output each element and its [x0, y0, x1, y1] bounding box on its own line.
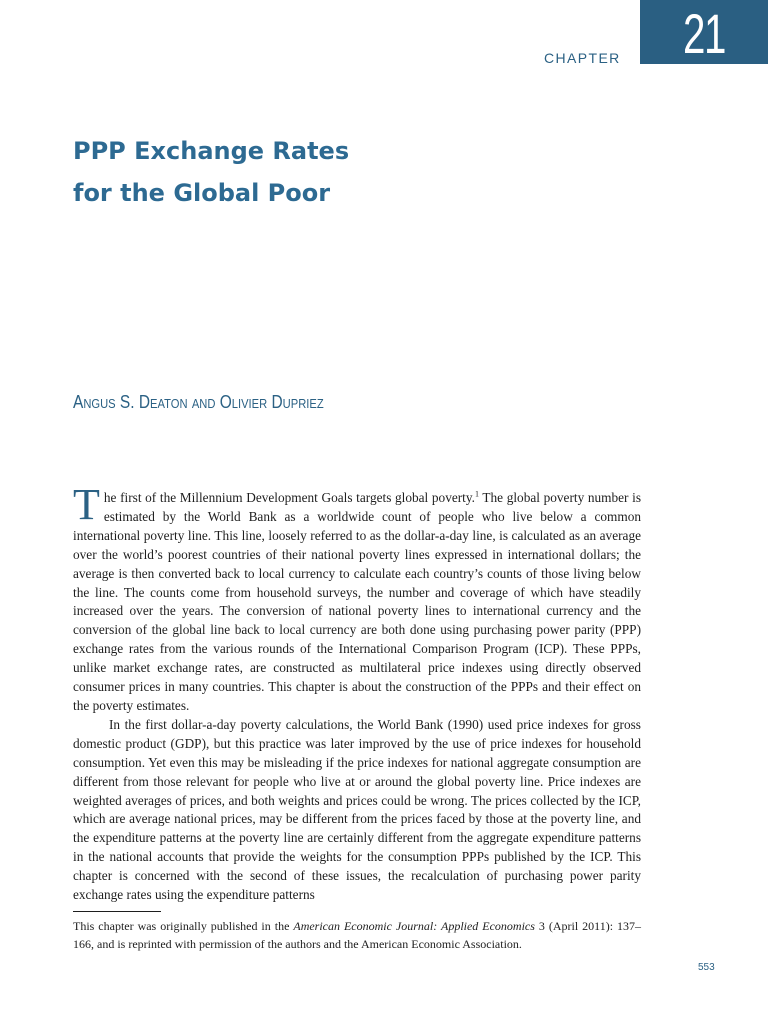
drop-cap: T: [73, 480, 100, 529]
chapter-label: CHAPTER: [544, 50, 621, 66]
paragraph-1-text-a: he first of the Millennium Development Goals targets global poverty.: [103, 490, 475, 505]
footnote-text-a: This chapter was originally published in the: [73, 919, 294, 933]
footnote-text-b: 3 (April 2011): 137–166, and is reprinted with permission of the authors and the American Economic Association.: [73, 919, 641, 951]
chapter-title-line-2: for the Global Poor: [73, 179, 331, 207]
body-text: [73, 480, 641, 905]
page-number: 553: [698, 962, 715, 973]
footnote-journal-name: American Economic Journal: Applied Economics: [293, 919, 535, 933]
footnote-divider: [73, 911, 161, 912]
chapter-title: [73, 130, 349, 214]
chapter-title-line-1: PPP Exchange Rates: [73, 137, 350, 165]
paragraph-1-text-b: The global poverty number is estimated by the World Bank as a worldwide count of people who live below a common international poverty line. This line, loosely referred to as the dollar-a-day line, is calculated as an average over the world’s poorest countries of their national poverty lines expressed in international dollars; the average is then converted back to local currency to calculate each country’s counts of those living below the line. The counts come from household surveys, the number and coverage of which have steadily increased over the years. The conversion of national poverty lines to international currency and the conversion of the global line back to local currency are both done using purchasing power parity (PPP) exchange rates from the various rounds of the International Comparison Program (ICP). These PPPs, unlike market exchange rates, are constructed as multilateral price indexes using directly observed consumer prices in many countries. This chapter is about the construction of the PPPs and their effect on the poverty estimates.: [73, 490, 641, 713]
chapter-authors: Angus S. Deaton and Olivier Dupriez: [73, 392, 324, 412]
chapter-number-box: [640, 0, 768, 64]
footnote-reference: 1: [474, 489, 479, 499]
paragraph-1: [73, 480, 641, 716]
paragraph-2: In the first dollar-a-day poverty calculations, the World Bank (1990) used price indexes for gross domestic product (GDP), but this practice was later improved by the use of price indexes for household consumption. Yet even this may be misleading if the price indexes for national aggregate consumption are different from those relevant for people who live at or around the global poverty line. Price indexes are weighted averages of prices, and both weights and prices could be wrong. The prices collected by the ICP, which are average national prices, may be different from the prices faced by those at the poverty line, and the expenditure patterns at the poverty line are certainly different from the aggregate expenditure patterns in the national accounts that provide the weights for the consumption PPPs published by the ICP. This chapter is concerned with the second of these issues, the recalculation of purchasing power parity exchange rates using the expenditure patterns: [73, 716, 641, 903]
footnote: [73, 918, 641, 953]
chapter-number: 21: [683, 2, 725, 65]
